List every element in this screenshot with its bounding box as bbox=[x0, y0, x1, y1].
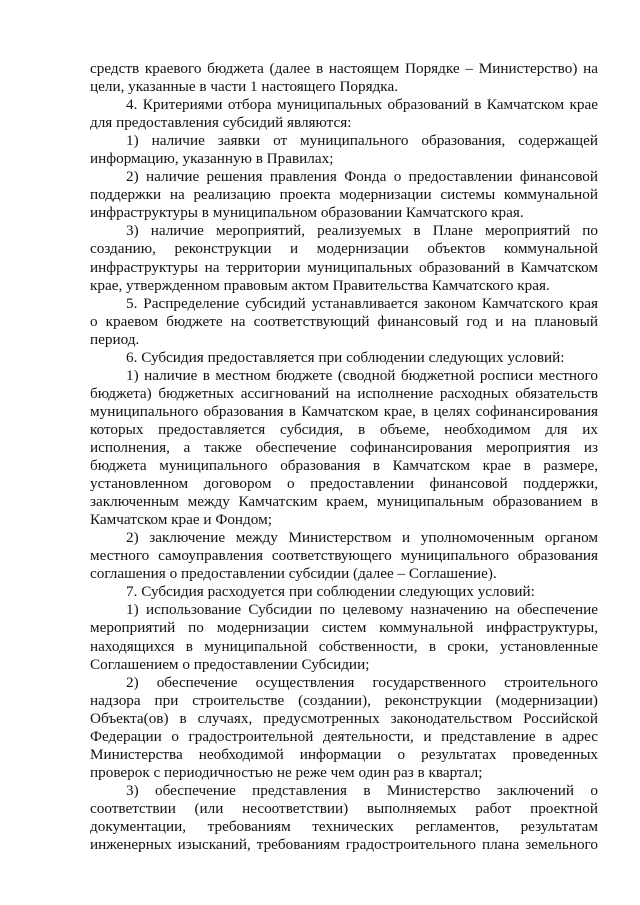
text-line: 7. Субсидия расходуется при соблюдении следующих условий: bbox=[126, 583, 535, 601]
text-line: бюджета) бюджетных ассигнований на исполнение расходных обязательств bbox=[90, 384, 598, 402]
text-line: бюджета муниципального образования в Камчатском крае в размере, bbox=[90, 457, 598, 475]
text-line: 2) обеспечение осуществления государственного строительного bbox=[126, 673, 598, 691]
text-line: 1) наличие в местном бюджете (сводной бюджетной росписи местного bbox=[126, 366, 598, 384]
text-line: заключенным между Камчатским краем, муниципальным образованием в bbox=[90, 493, 598, 511]
text-line: 5. Распределение субсидий устанавливается законом Камчатского края bbox=[126, 294, 598, 312]
text-line: мероприятий по модернизации систем коммунальной инфраструктуры, bbox=[90, 619, 598, 637]
text-line: о краевом бюджете на соответствующий финансовый год и на плановый bbox=[90, 312, 598, 330]
text-line: инженерных изысканий, требованиям градостроительного плана земельного bbox=[90, 836, 598, 854]
text-line: которых предоставляется субсидия, в объеме, необходимом для их bbox=[90, 420, 598, 438]
text-line: Федерации о градостроительной деятельности, и представление в адрес bbox=[90, 727, 598, 745]
text-line: 1) наличие заявки от муниципального образования, содержащей bbox=[126, 132, 598, 150]
text-line: документации, требованиям технических регламентов, результатам bbox=[90, 817, 598, 835]
text-line: 4. Критериями отбора муниципальных образований в Камчатском крае bbox=[126, 96, 598, 114]
text-line: средств краевого бюджета (далее в настоящем Порядке – Министерство) на bbox=[90, 60, 598, 77]
text-line: исполнения, а также обеспечение софинансирования мероприятия из bbox=[90, 438, 598, 456]
text-line: цели, указанные в части 1 настоящего Порядка. bbox=[90, 78, 398, 96]
text-line: период. bbox=[90, 330, 140, 348]
text-line: соответствии (или несоответствии) выполняемых работ проектной bbox=[90, 799, 598, 817]
text-line: инфраструктуры на территории муниципальных образований в Камчатском bbox=[90, 258, 598, 276]
text-line: Камчатском крае и Фондом; bbox=[90, 511, 272, 529]
text-line: находящихся в муниципальной собственности, в сроки, установленные bbox=[90, 637, 598, 655]
text-line: 1) использование Субсидии по целевому назначению на обеспечение bbox=[126, 601, 598, 619]
text-line: 6. Субсидия предоставляется при соблюдении следующих условий: bbox=[126, 348, 565, 366]
text-line: 3) обеспечение представления в Министерство заключений о bbox=[126, 781, 598, 799]
text-line: 3) наличие мероприятий, реализуемых в Плане мероприятий по bbox=[126, 222, 598, 240]
text-line: муниципального образования в Камчатском крае, в целях софинансирования bbox=[90, 402, 598, 420]
text-line: созданию, реконструкции и модернизации объектов коммунальной bbox=[90, 240, 598, 258]
document-body bbox=[90, 60, 598, 854]
text-line: для предоставления субсидий являются: bbox=[90, 114, 352, 132]
text-line: поддержки на реализацию проекта модернизации системы коммунальной bbox=[90, 186, 598, 204]
text-line: 2) заключение между Министерством и уполномоченным органом bbox=[126, 529, 598, 547]
text-line: крае, утвержденном правовым актом Правительства Камчатского края. bbox=[90, 276, 550, 294]
text-line: проверок с периодичностью не реже чем один раз в квартал; bbox=[90, 763, 483, 781]
text-line: Объекта(ов) в случаях, предусмотренных законодательством Российской bbox=[90, 709, 598, 727]
text-line: надзора при строительстве (создании), реконструкции (модернизации) bbox=[90, 691, 598, 709]
text-line: 2) наличие решения правления Фонда о предоставлении финансовой bbox=[126, 168, 598, 186]
text-line: Соглашением о предоставлении Субсидии; bbox=[90, 655, 370, 673]
text-line: Министерства необходимой информации о результатах проведенных bbox=[90, 745, 598, 763]
text-line: установленном договором о предоставлении финансовой поддержки, bbox=[90, 475, 598, 493]
text-line: соглашения о предоставлении субсидии (далее – Соглашение). bbox=[90, 565, 497, 583]
text-line: инфраструктуры в муниципальном образовании Камчатского края. bbox=[90, 204, 524, 222]
text-line: информацию, указанную в Правилах; bbox=[90, 150, 334, 168]
text-line: местного самоуправления соответствующего муниципального образования bbox=[90, 547, 598, 565]
